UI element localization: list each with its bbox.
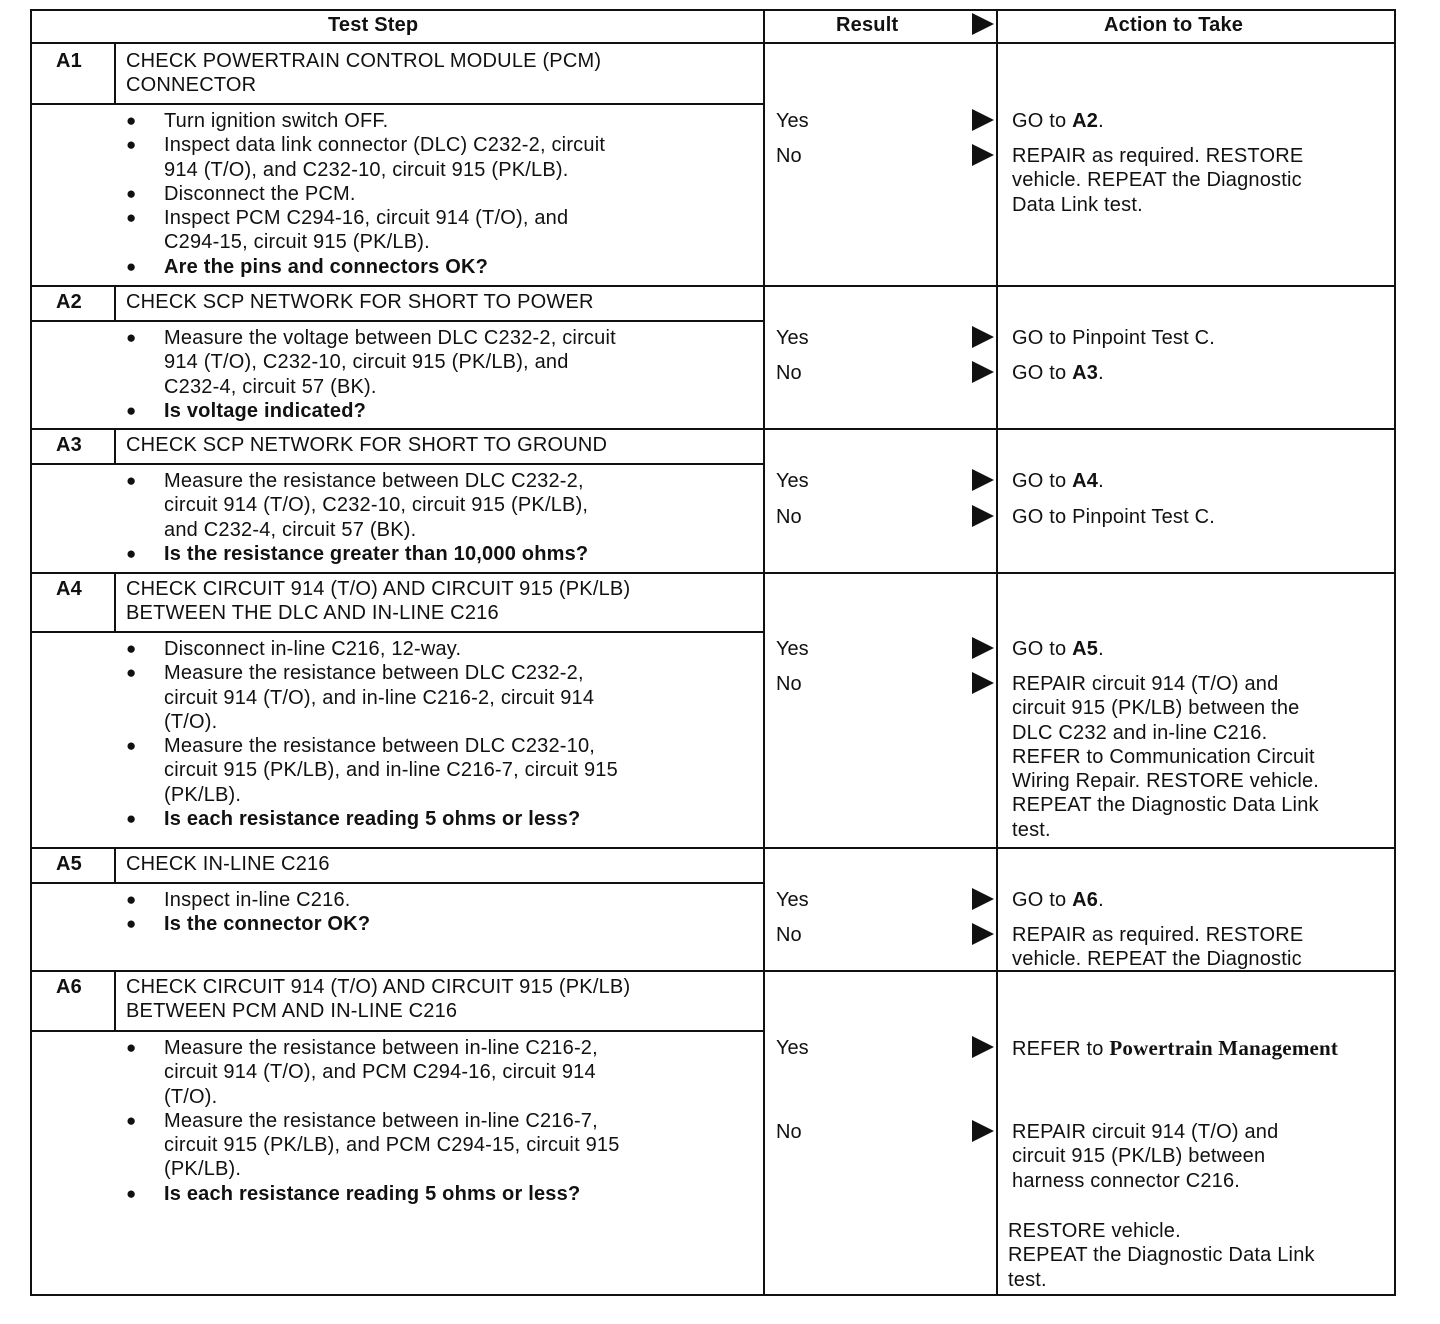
code-divider <box>114 572 116 631</box>
header-divider <box>30 42 1396 44</box>
step-bullet-list <box>126 637 618 831</box>
action-text: GO to A3. <box>1012 362 1104 384</box>
action-text: GO to A5. <box>1012 638 1104 660</box>
step-instruction: ● Disconnect the PCM. <box>126 182 605 206</box>
step-instruction: ● Inspect PCM C294-16, circuit 914 (T/O), and C294-15, circuit 915 (PK/LB). <box>126 206 605 255</box>
header-arrow-icon <box>972 13 994 35</box>
action-text: REPAIR circuit 914 (T/O) and circuit 915 (PK/LB) between the DLC C232 and in-line C216. REFER to Communication Circuit Wiring Repair. RESTORE vehicle. REPEAT the Diagnostic Data Link test. <box>1012 673 1320 841</box>
step-question: ● Is the resistance greater than 10,000 ohms? <box>126 542 588 566</box>
step-instruction: ● Measure the resistance between in-line C216-2, circuit 914 (T/O), and PCM C294-16, circuit 914 (T/O). <box>126 1036 620 1109</box>
header-action: Action to Take <box>1104 14 1244 36</box>
result-yes: Yes <box>776 638 809 660</box>
diagnostic-table <box>30 9 1396 1296</box>
action-text: REFER to Powertrain Management <box>1012 1036 1339 1060</box>
row-divider <box>30 847 1396 849</box>
column-divider-result <box>763 9 765 1296</box>
table-border-bottom <box>30 1294 1396 1296</box>
result-no: No <box>776 145 802 167</box>
result-yes: Yes <box>776 327 809 349</box>
step-title-line: CONNECTOR <box>126 74 257 97</box>
result-arrow-icon <box>972 361 994 383</box>
step-code-a6: A6 <box>56 976 82 998</box>
step-bullet-list <box>126 1036 620 1206</box>
title-divider <box>30 320 763 322</box>
title-divider <box>30 463 763 465</box>
step-instruction: ● Measure the resistance between DLC C232-10, circuit 915 (PK/LB), and in-line C216-7, circuit 915 (PK/LB). <box>126 734 618 807</box>
step-title-line: CHECK POWERTRAIN CONTROL MODULE (PCM) <box>126 50 602 72</box>
step-question: ● Is the connector OK? <box>126 912 370 936</box>
action-text: REPAIR circuit 914 (T/O) and circuit 915 (PK/LB) between harness connector C216. <box>1012 1121 1279 1192</box>
result-arrow-icon <box>972 326 994 348</box>
step-instruction: ● Measure the resistance between DLC C232-2, circuit 914 (T/O), and in-line C216-2, circuit 914 (T/O). <box>126 661 618 734</box>
step-instruction: ● Measure the resistance between DLC C232-2, circuit 914 (T/O), C232-10, circuit 915 (PK/LB), and C232-4, circuit 57 (BK). <box>126 469 588 542</box>
result-arrow-icon <box>972 888 994 910</box>
title-divider <box>30 882 763 884</box>
step-code-a2: A2 <box>56 291 82 313</box>
result-no: No <box>776 924 802 946</box>
step-code-a3: A3 <box>56 434 82 456</box>
result-yes: Yes <box>776 110 809 132</box>
step-instruction: ● Inspect data link connector (DLC) C232-2, circuit 914 (T/O), and C232-10, circuit 915 (PK/LB). <box>126 133 605 182</box>
code-divider <box>114 428 116 463</box>
result-no: No <box>776 673 802 695</box>
table-border-left <box>30 9 32 1296</box>
step-question: ● Are the pins and connectors OK? <box>126 255 605 279</box>
step-code-a5: A5 <box>56 853 82 875</box>
result-arrow-icon <box>972 1120 994 1142</box>
row-divider <box>30 970 1396 972</box>
column-divider-action <box>996 9 998 1296</box>
step-title-line: BETWEEN THE DLC AND IN-LINE C216 <box>126 602 499 625</box>
header-result: Result <box>836 14 899 36</box>
action-text: GO to A4. <box>1012 470 1104 492</box>
result-arrow-icon <box>972 109 994 131</box>
step-instruction: ● Measure the resistance between in-line C216-7, circuit 915 (PK/LB), and PCM C294-15, circuit 915 (PK/LB). <box>126 1109 620 1182</box>
table-border-right <box>1394 9 1396 1296</box>
step-instruction: ● Disconnect in-line C216, 12-way. <box>126 637 618 661</box>
step-title-line: CHECK IN-LINE C216 <box>126 853 330 875</box>
code-divider <box>114 970 116 1030</box>
action-text: REPAIR as required. RESTORE vehicle. REPEAT the Diagnostic Data Link test. <box>1012 145 1304 216</box>
step-title-line: CHECK CIRCUIT 914 (T/O) AND CIRCUIT 915 (PK/LB) <box>126 578 631 600</box>
result-no: No <box>776 362 802 384</box>
result-arrow-icon <box>972 637 994 659</box>
step-instruction: ● Measure the voltage between DLC C232-2, circuit 914 (T/O), C232-10, circuit 915 (PK/LB), and C232-4, circuit 57 (BK). <box>126 326 616 399</box>
result-arrow-icon <box>972 505 994 527</box>
action-text: GO to A2. <box>1012 110 1104 132</box>
title-divider <box>30 1030 763 1032</box>
action-text: GO to Pinpoint Test C. <box>1012 327 1216 349</box>
code-divider <box>114 285 116 320</box>
row-divider <box>30 572 1396 574</box>
result-no: No <box>776 1121 802 1143</box>
step-code-a4: A4 <box>56 578 82 600</box>
action-text: GO to A6. <box>1012 889 1104 911</box>
step-question: ● Is each resistance reading 5 ohms or less? <box>126 807 618 831</box>
step-bullet-list <box>126 888 370 937</box>
row-divider <box>30 285 1396 287</box>
title-divider <box>30 631 763 633</box>
action-text: GO to Pinpoint Test C. <box>1012 506 1216 528</box>
step-title-line: CHECK SCP NETWORK FOR SHORT TO POWER <box>126 291 594 313</box>
step-code-a1: A1 <box>56 50 82 72</box>
row-divider <box>30 428 1396 430</box>
result-yes: Yes <box>776 470 809 492</box>
result-arrow-icon <box>972 672 994 694</box>
result-arrow-icon <box>972 469 994 491</box>
title-divider <box>30 103 763 105</box>
result-yes: Yes <box>776 1037 809 1059</box>
result-no: No <box>776 506 802 528</box>
step-instruction: ● Inspect in-line C216. <box>126 888 370 912</box>
step-bullet-list <box>126 109 605 279</box>
result-arrow-icon <box>972 144 994 166</box>
step-question: ● Is each resistance reading 5 ohms or less? <box>126 1182 620 1206</box>
step-question: ● Is voltage indicated? <box>126 399 616 423</box>
table-border-top <box>30 9 1396 11</box>
code-divider <box>114 847 116 882</box>
result-arrow-icon <box>972 1036 994 1058</box>
action-text-extra: RESTORE vehicle. REPEAT the Diagnostic Data Link test. <box>1008 1220 1315 1291</box>
header-test-step: Test Step <box>328 14 419 36</box>
step-instruction: ● Turn ignition switch OFF. <box>126 109 605 133</box>
step-title-line: CHECK CIRCUIT 914 (T/O) AND CIRCUIT 915 (PK/LB) <box>126 976 631 998</box>
result-arrow-icon <box>972 923 994 945</box>
action-text: REPAIR as required. RESTORE vehicle. REPEAT the Diagnostic <box>1012 924 1304 971</box>
step-bullet-list <box>126 469 588 566</box>
result-yes: Yes <box>776 889 809 911</box>
code-divider <box>114 44 116 103</box>
step-title-line: BETWEEN PCM AND IN-LINE C216 <box>126 1000 458 1023</box>
step-bullet-list <box>126 326 616 423</box>
step-title-line: CHECK SCP NETWORK FOR SHORT TO GROUND <box>126 434 608 456</box>
manual-reference: Powertrain Management <box>1109 1036 1339 1060</box>
